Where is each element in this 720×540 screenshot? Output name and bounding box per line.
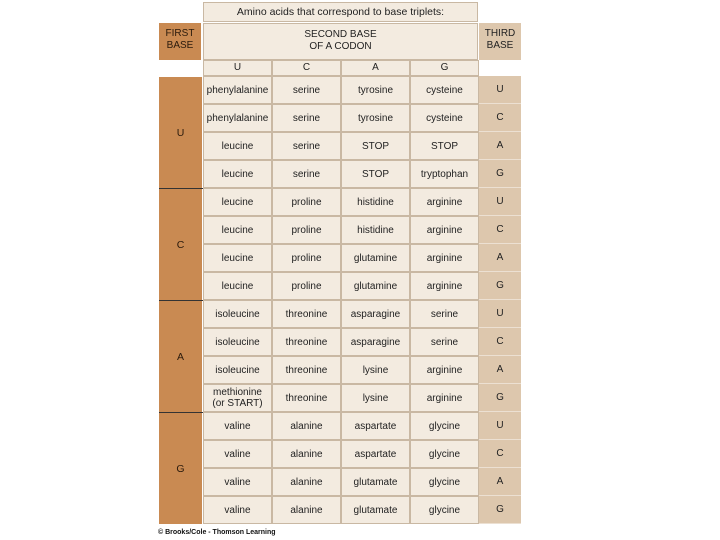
codon-cell: alanine [272,440,341,468]
third-base-cell: C [479,104,521,132]
codon-cell: cysteine [410,104,479,132]
codon-cell: STOP [341,160,410,188]
third-base-header-line1: THIRD [484,28,516,39]
codon-cell: isoleucine [203,356,272,384]
first-base-U: U [159,76,202,188]
first-base-A: A [159,300,202,412]
codon-cell: leucine [203,244,272,272]
codon-cell: glycine [410,440,479,468]
first-base-header [159,23,202,60]
first-base-C: C [159,188,202,300]
second-base-header-line2: OF A CODON [309,41,372,52]
third-base-cell: U [479,412,521,440]
codon-cell: glycine [410,412,479,440]
third-base-header [479,23,521,60]
second-base-col-C: C [272,60,341,76]
codon-cell: leucine [203,272,272,300]
codon-cell: proline [272,216,341,244]
first-base-header-line1: FIRST [165,28,195,39]
codon-cell: phenylalanine [203,76,272,104]
codon-cell: phenylalanine [203,104,272,132]
codon-cell: threonine [272,384,341,412]
third-base-cell: U [479,188,521,216]
codon-cell: cysteine [410,76,479,104]
codon-cell: STOP [341,132,410,160]
codon-cell: lysine [341,356,410,384]
codon-cell: serine [272,132,341,160]
codon-cell: tryptophan [410,160,479,188]
codon-cell: leucine [203,160,272,188]
second-base-col-G: G [410,60,479,76]
codon-cell: lysine [341,384,410,412]
second-base-col-U: U [203,60,272,76]
codon-cell: arginine [410,216,479,244]
codon-cell: glutamate [341,496,410,524]
codon-cell: proline [272,244,341,272]
codon-cell: valine [203,440,272,468]
second-base-col-A: A [341,60,410,76]
codon-cell: isoleucine [203,328,272,356]
codon-cell: proline [272,188,341,216]
codon-cell: serine [272,104,341,132]
third-base-cell: A [479,244,521,272]
codon-cell: serine [272,160,341,188]
third-base-cell: G [479,384,521,412]
codon-cell: arginine [410,356,479,384]
codon-cell: alanine [272,468,341,496]
codon-cell: tyrosine [341,76,410,104]
third-base-cell: A [479,132,521,160]
codon-cell: alanine [272,412,341,440]
codon-cell: glycine [410,468,479,496]
third-base-cell: A [479,468,521,496]
third-base-cell: U [479,76,521,104]
codon-cell: aspartate [341,440,410,468]
codon-cell: serine [272,76,341,104]
third-base-cell: U [479,300,521,328]
third-base-cell: A [479,356,521,384]
codon-cell: asparagine [341,300,410,328]
codon-cell: arginine [410,272,479,300]
codon-cell: leucine [203,216,272,244]
codon-cell: threonine [272,300,341,328]
codon-cell: valine [203,468,272,496]
third-base-cell: G [479,160,521,188]
third-base-cell: C [479,216,521,244]
codon-cell: arginine [410,384,479,412]
first-base-G: G [159,412,202,524]
codon-cell: glycine [410,496,479,524]
third-base-cell: G [479,496,521,524]
codon-cell: valine [203,496,272,524]
codon-cell: glutamine [341,272,410,300]
third-base-cell: G [479,272,521,300]
codon-cell: arginine [410,244,479,272]
third-base-header-line2: BASE [486,40,514,51]
codon-cell: serine [410,328,479,356]
codon-cell: histidine [341,216,410,244]
codon-cell: alanine [272,496,341,524]
codon-cell: glutamine [341,244,410,272]
first-base-header-line2: BASE [166,40,194,51]
codon-cell: proline [272,272,341,300]
codon-cell: methionine (or START) [203,384,272,412]
codon-cell: threonine [272,356,341,384]
copyright-credit: © Brooks/Cole - Thomson Learning [158,529,276,536]
codon-cell: tyrosine [341,104,410,132]
codon-cell: isoleucine [203,300,272,328]
codon-cell: serine [410,300,479,328]
codon-cell: asparagine [341,328,410,356]
codon-cell: aspartate [341,412,410,440]
codon-cell: leucine [203,188,272,216]
codon-cell: arginine [410,188,479,216]
codon-cell: glutamate [341,468,410,496]
second-base-header-line1: SECOND BASE [304,29,377,40]
codon-cell: leucine [203,132,272,160]
codon-cell: threonine [272,328,341,356]
table-caption: Amino acids that correspond to base triplets: [203,2,478,22]
codon-cell: histidine [341,188,410,216]
codon-cell: STOP [410,132,479,160]
codon-cell: valine [203,412,272,440]
second-base-header [203,23,478,60]
third-base-cell: C [479,440,521,468]
third-base-cell: C [479,328,521,356]
